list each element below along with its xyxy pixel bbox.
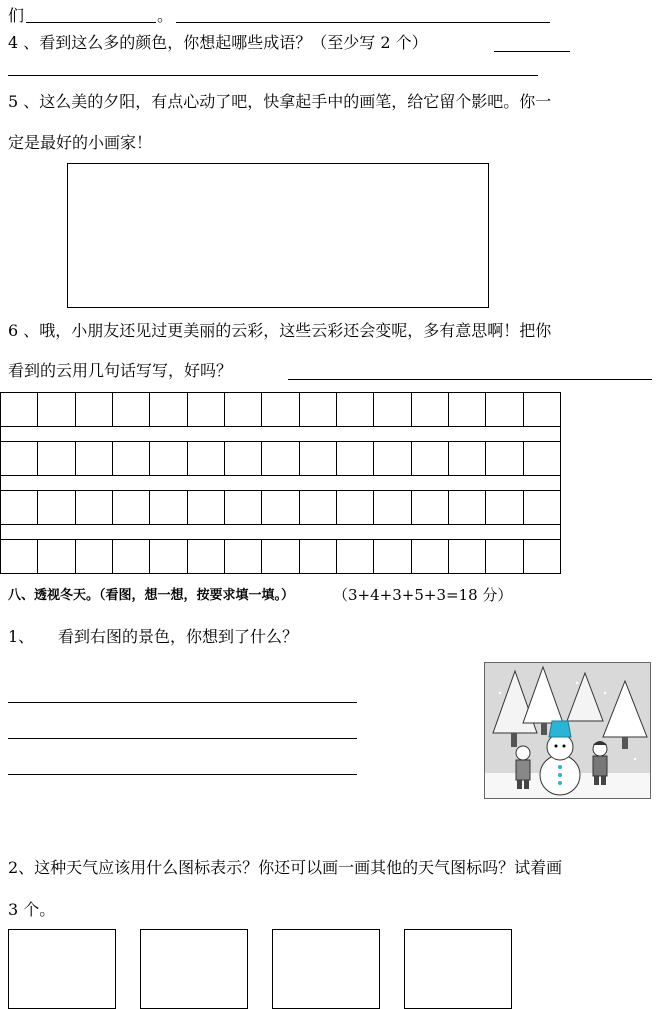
section-8-heading: 八、透视冬天。（看图，想一想，按要求填一填。） [8,588,295,603]
q5-line1: 5 、这么美的夕阳，有点心动了吧，快拿起手中的画笔，给它留个影吧。你一 [8,92,552,111]
grid-cell[interactable] [113,442,150,475]
grid-cell[interactable] [374,393,411,426]
grid-cell[interactable] [188,393,225,426]
grid-cell[interactable] [76,442,113,475]
grid-cell[interactable] [412,393,449,426]
weather-icon-box-3[interactable] [272,929,380,1009]
q6-line1: 6 、哦，小朋友还见过更美丽的云彩，这些云彩还会变呢，多有意思啊！把你 [8,321,552,340]
s8q1-answer-line-1[interactable] [8,702,357,703]
writing-grid-row-3[interactable] [0,490,561,525]
grid-cell[interactable] [449,540,486,573]
grid-cell[interactable] [486,442,523,475]
grid-cell[interactable] [524,540,561,573]
q4-text: 4 、看到这么多的颜色，你想起哪些成语？（至少写 2 个） [8,33,428,52]
grid-cell[interactable] [524,442,561,475]
grid-cell[interactable] [412,491,449,524]
grid-cell[interactable] [76,393,113,426]
grid-cell[interactable] [412,540,449,573]
q4-answer-line-b[interactable] [8,75,538,76]
grid-cell[interactable] [262,491,299,524]
winter-scene-image [484,662,651,799]
grid-cell[interactable] [412,442,449,475]
grid-cell[interactable] [449,491,486,524]
s8q1-label: 1、 [8,627,35,646]
grid-cell[interactable] [38,491,75,524]
section-8-score: （3+4+3+5+3=18 分） [333,586,513,604]
grid-cell[interactable] [1,540,38,573]
grid-cell[interactable] [1,442,38,475]
grid-cell[interactable] [524,393,561,426]
s8q2-line1: 2、这种天气应该用什么图标表示？你还可以画一画其他的天气图标吗？试着画 [8,858,563,877]
grid-cell[interactable] [1,393,38,426]
grid-spacer-row [0,525,561,540]
grid-cell[interactable] [38,442,75,475]
grid-cell[interactable] [337,442,374,475]
grid-cell[interactable] [225,393,262,426]
grid-cell[interactable] [486,393,523,426]
q4-answer-line-a[interactable] [494,51,570,52]
grid-cell[interactable] [38,540,75,573]
line1-period: 。 [157,6,174,25]
grid-cell[interactable] [225,540,262,573]
grid-cell[interactable] [486,540,523,573]
grid-cell[interactable] [300,540,337,573]
grid-cell[interactable] [337,491,374,524]
q5-line2: 定是最好的小画家！ [8,133,153,152]
grid-cell[interactable] [449,442,486,475]
grid-cell[interactable] [113,393,150,426]
grid-cell[interactable] [150,540,187,573]
writing-grid-row-4[interactable] [0,539,561,574]
drawing-box-sunset[interactable] [67,163,489,308]
grid-cell[interactable] [337,393,374,426]
weather-icon-box-4[interactable] [404,929,512,1009]
writing-grid-row-1[interactable] [0,392,561,427]
grid-cell[interactable] [188,540,225,573]
answer-line-1b[interactable] [176,22,550,23]
grid-cell[interactable] [76,540,113,573]
s8q1-answer-line-3[interactable] [8,774,357,775]
grid-cell[interactable] [225,491,262,524]
grid-cell[interactable] [225,442,262,475]
grid-cell[interactable] [113,491,150,524]
grid-cell[interactable] [150,491,187,524]
q6-answer-line[interactable] [288,379,652,380]
grid-spacer-row [0,427,561,442]
grid-spacer-row [0,476,561,491]
winter-snowman-icon [485,663,651,799]
grid-cell[interactable] [1,491,38,524]
grid-cell[interactable] [486,491,523,524]
weather-icon-box-1[interactable] [8,929,116,1009]
weather-icon-box-2[interactable] [140,929,248,1009]
grid-cell[interactable] [374,540,411,573]
grid-cell[interactable] [262,540,299,573]
grid-cell[interactable] [300,393,337,426]
grid-cell[interactable] [262,442,299,475]
grid-cell[interactable] [150,442,187,475]
grid-cell[interactable] [300,442,337,475]
grid-cell[interactable] [337,540,374,573]
grid-cell[interactable] [113,540,150,573]
q6-line2: 看到的云用几句话写写，好吗？ [8,361,233,380]
grid-cell[interactable] [524,491,561,524]
answer-line-1a[interactable] [26,22,156,23]
grid-cell[interactable] [449,393,486,426]
s8q1-text: 看到右图的景色，你想到了什么？ [58,627,299,646]
grid-cell[interactable] [188,491,225,524]
s8q2-line2: 3 个。 [8,900,56,919]
grid-cell[interactable] [150,393,187,426]
grid-cell[interactable] [38,393,75,426]
line1-prefix: 们 [8,6,25,25]
grid-cell[interactable] [374,491,411,524]
writing-grid-row-2[interactable] [0,441,561,476]
grid-cell[interactable] [188,442,225,475]
grid-cell[interactable] [262,393,299,426]
s8q1-answer-line-2[interactable] [8,738,357,739]
grid-cell[interactable] [374,442,411,475]
grid-cell[interactable] [76,491,113,524]
grid-cell[interactable] [300,491,337,524]
